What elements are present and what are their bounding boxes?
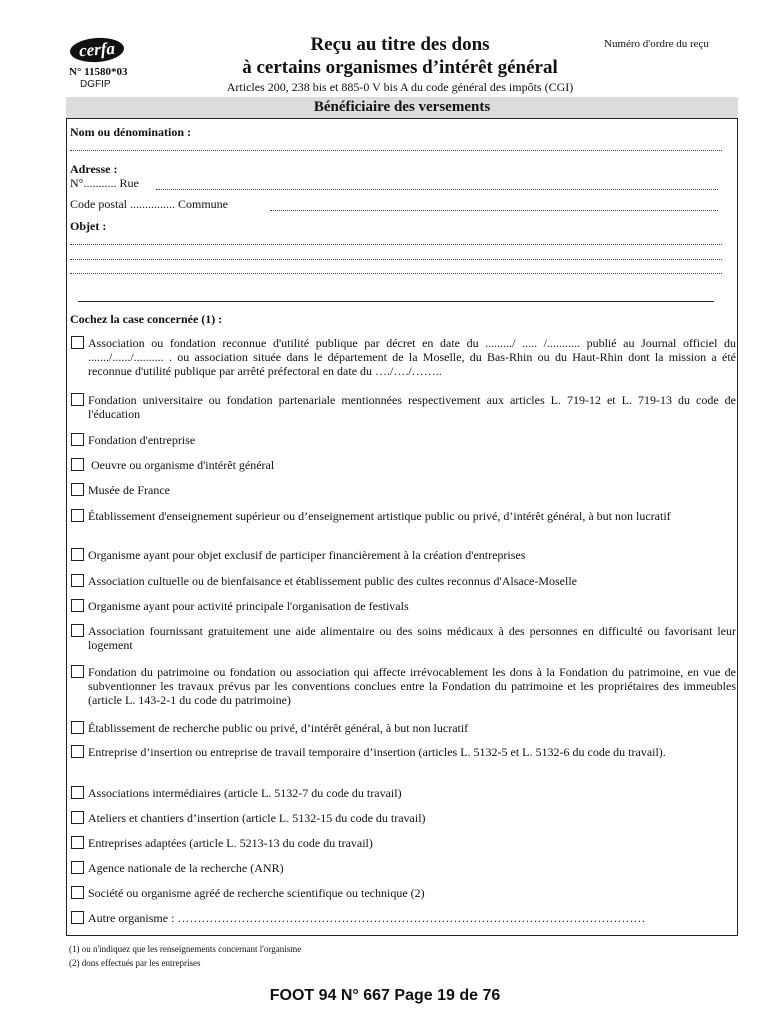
- name-label: Nom ou dénomination :: [70, 125, 192, 139]
- option-label: Fondation d'entreprise: [88, 433, 196, 447]
- checkbox-associations-intermediaires[interactable]: [71, 786, 84, 799]
- checkbox-ars-utilite-publique[interactable]: [71, 336, 84, 349]
- divider: [78, 301, 714, 302]
- postal-commune-label: Code postal ............... Commune: [70, 197, 228, 211]
- page-footer: FOOT 94 N° 667 Page 19 de 76: [269, 987, 501, 1004]
- option-label: Entreprise d’insertion ou entreprise de travail temporaire d’insertion (articles L. 5132-5 et L. 5132-6 du code du travail).: [88, 745, 666, 759]
- form-title-line2: à certains organismes d’intérêt général: [242, 57, 558, 78]
- checkbox-festivals[interactable]: [71, 599, 84, 612]
- checkbox-etablissement-recherche[interactable]: [71, 721, 84, 734]
- option-label: Agence nationale de la recherche (ANR): [88, 861, 284, 875]
- option-label: Ateliers et chantiers d’insertion (article L. 5132-15 du code du travail): [88, 811, 426, 825]
- receipt-number-label: Numéro d'ordre du reçu: [604, 38, 709, 50]
- checkbox-fondation-entreprise[interactable]: [71, 433, 84, 446]
- commune-field[interactable]: [270, 210, 718, 211]
- option-label: Organisme ayant pour objet exclusif de participer financièrement à la création d'entreprises: [88, 548, 526, 562]
- check-prompt: Cochez la case concernée (1) :: [70, 312, 223, 326]
- option-label: Entreprises adaptées (article L. 5213-13 du code du travail): [88, 836, 373, 850]
- checkbox-association-cultuelle[interactable]: [71, 574, 84, 587]
- street-label: N°........... Rue: [70, 176, 139, 190]
- option-label: Association fournissant gratuitement une aide alimentaire ou des soins médicaux à des personnes en difficulté ou favorisant leur logement: [88, 624, 736, 652]
- checkbox-fondation-universitaire[interactable]: [71, 393, 84, 406]
- checkbox-oeuvre-interet-general[interactable]: [71, 458, 84, 471]
- option-label: Association cultuelle ou de bienfaisance et établissement public des cultes reconnus d'Alsace-Moselle: [88, 574, 578, 588]
- agency-label: DGFIP: [80, 79, 111, 90]
- checkbox-aide-alimentaire[interactable]: [71, 624, 84, 637]
- option-label: Organisme ayant pour activité principale l'organisation de festivals: [88, 599, 409, 613]
- option-label: Établissement de recherche public ou privé, d’intérêt général, à but non lucratif: [88, 721, 469, 735]
- checkbox-autre-organisme[interactable]: [71, 911, 84, 924]
- form-title-line1: Reçu au titre des dons: [310, 34, 490, 55]
- checkbox-entreprises-adaptees[interactable]: [71, 836, 84, 849]
- street-field[interactable]: [156, 189, 718, 190]
- object-line-1[interactable]: [70, 244, 722, 245]
- option-label: Établissement d'enseignement supérieur ou d’enseignement artistique public ou privé, d’intérêt général, à but non lucratif: [88, 509, 671, 523]
- section-title: Bénéficiaire des versements: [66, 97, 738, 119]
- object-line-3[interactable]: [70, 273, 722, 274]
- footnote-2: (2) dons effectués par les entreprises: [69, 958, 201, 968]
- checkbox-musee-de-france[interactable]: [71, 483, 84, 496]
- checkbox-recherche-agree[interactable]: [71, 886, 84, 899]
- option-label: Autre organisme : ………………………………………………………………………………………………………: [88, 911, 646, 925]
- object-line-2[interactable]: [70, 259, 722, 260]
- option-label: Fondation du patrimoine ou fondation ou association qui affecte irrévocablement les dons à la Fondation du patrimoine, en vue de subventionner les travaux prévus par les conventions conclues entre la Fondation du patrimoine et les propriétaires des immeubles (article L. 143-2-1 du code du patrimoine): [88, 665, 736, 707]
- checkbox-anr[interactable]: [71, 861, 84, 874]
- address-label: Adresse :: [70, 162, 118, 176]
- checkbox-enseignement-superieur[interactable]: [71, 509, 84, 522]
- option-label: Fondation universitaire ou fondation partenariale mentionnées respectivement aux articles L. 719-12 et L. 719-13 du code de l'éducation: [88, 393, 736, 421]
- option-label: Musée de France: [88, 483, 170, 497]
- cerfa-logo: cerfa: [69, 36, 125, 64]
- checkbox-entreprise-insertion[interactable]: [71, 745, 84, 758]
- option-label: Société ou organisme agréé de recherche scientifique ou technique (2): [88, 886, 425, 900]
- legal-articles: Articles 200, 238 bis et 885-0 V bis A du code général des impôts (CGI): [226, 80, 574, 94]
- checkbox-ateliers-chantiers[interactable]: [71, 811, 84, 824]
- form-number: N° 11580*03: [69, 66, 128, 78]
- name-field[interactable]: [70, 150, 722, 151]
- option-label: Associations intermédiaires (article L. 5132-7 du code du travail): [88, 786, 402, 800]
- option-label: Association ou fondation reconnue d'utilité publique par décret en date du ........./ ..... /........... publié au Journal officiel du ......./....../.......... . ou association située dans le département de la Moselle, du Bas-Rhin ou du Haut-Rhin dont la mission a été reconnue d'utilité publique par arrêté préfectoral en date du …./…./……..: [88, 336, 736, 378]
- checkbox-creation-entreprises[interactable]: [71, 548, 84, 561]
- option-label: Oeuvre ou organisme d'intérêt général: [91, 458, 275, 472]
- checkbox-fondation-patrimoine[interactable]: [71, 665, 84, 678]
- footnote-1: (1) ou n'indiquez que les renseignements concernant l'organisme: [69, 944, 302, 954]
- object-label: Objet :: [70, 219, 107, 233]
